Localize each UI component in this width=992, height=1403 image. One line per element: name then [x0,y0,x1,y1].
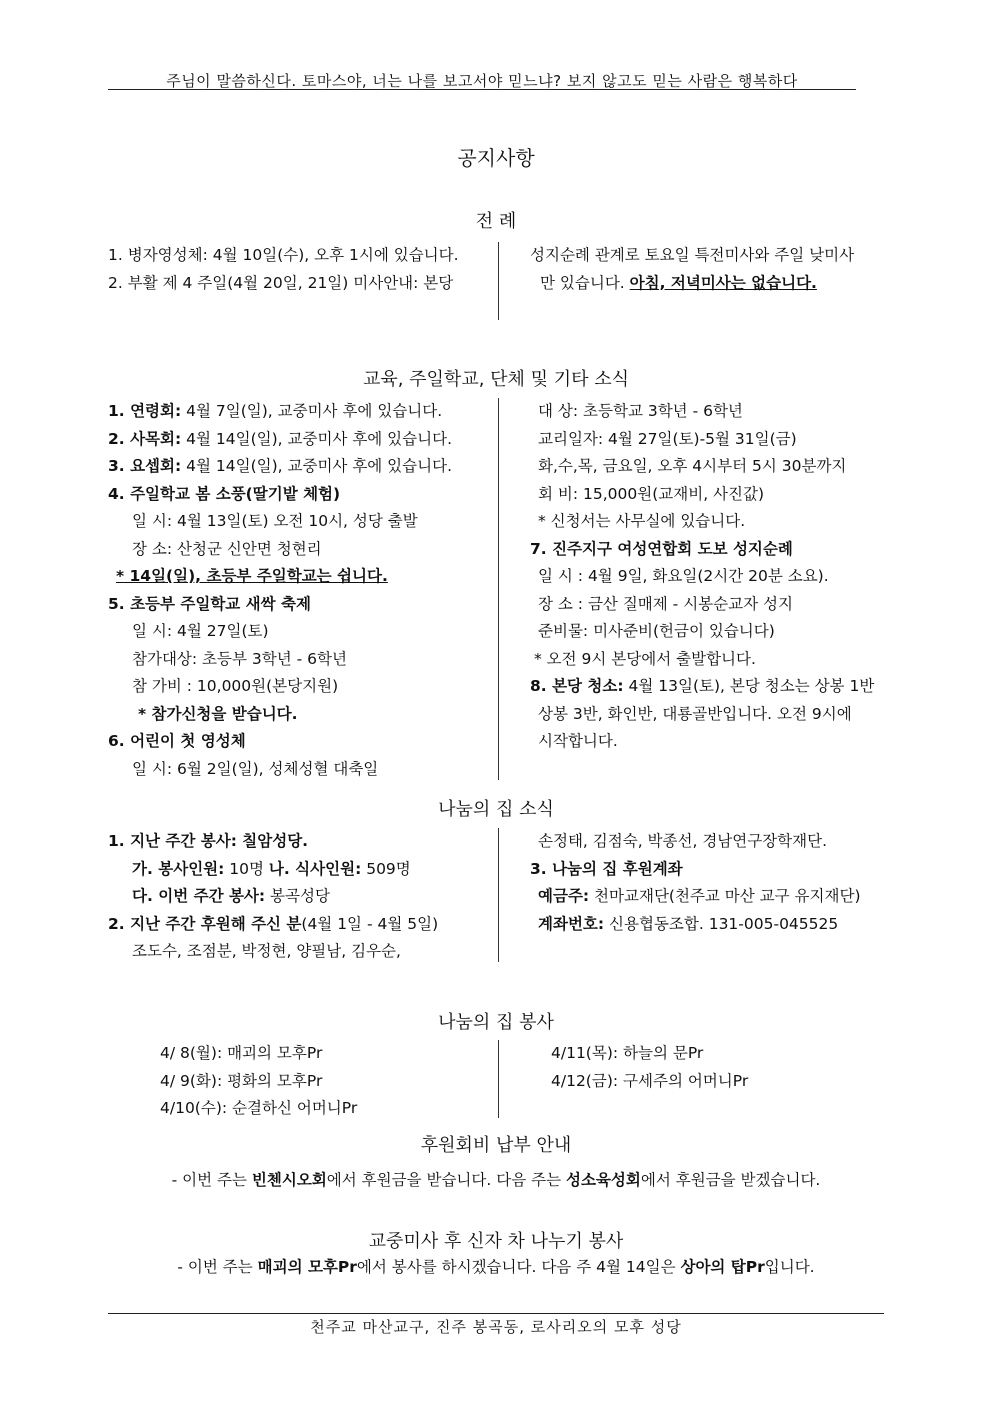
liturgy-left [108,242,498,297]
edu-item-6: 6. 어린이 첫 영성체 [108,732,246,750]
donation-part: 에서 후원금을 받겠습니다. [640,1171,821,1189]
edu-r-fee: 회 비: 15,000원(교재비, 사진값) [538,484,765,503]
edu-item-2-label: 2. 사목회: [108,429,182,448]
sharing-heading: 나눔의 집 소식 [438,799,554,820]
account-holder-label: 예금주: [538,887,590,905]
edu-item-8-text: 4월 13일(토), 본당 청소는 상봉 1반 [623,677,875,695]
service-item: 4/12(금): 구세주의 어머니Pr [551,1071,749,1090]
edu-item-5: 5. 초등부 주일학교 새싹 축제 [108,594,311,613]
sharing-right [530,828,900,938]
tea-part: 에서 봉사를 하시겠습니다. 다음 주 4월 14일은 [356,1258,681,1276]
service-heading: 나눔의 집 봉사 [438,1012,554,1033]
tea-group-next-week: 상아의 탑Pr [680,1258,765,1276]
tea-part: - 이번 주는 [177,1258,258,1276]
edu-item-5-fee: 참 가비 : 10,000원(본당지원) [132,677,339,695]
edu-item-4-note: * 14일(일), 초등부 주일학교는 쉽니다. [116,567,388,585]
donation-group-this-week: 빈첸시오회 [251,1171,327,1189]
account-number-label: 계좌번호: [538,914,605,933]
tea-heading: 교중미사 후 신자 차 나누기 봉사 [368,1231,624,1252]
edu-item-3-label: 3. 요셉회: [108,457,182,475]
edu-item-8 [530,673,900,701]
edu-item-7: 7. 진주지구 여성연합회 도보 성지순례 [530,539,793,558]
sharing-donors-label: 2. 지난 주간 후원해 주신 분 [108,914,302,933]
sharing-item-2 [108,911,498,939]
sharing-volunteers: 10명 [224,859,269,878]
edu-r-note: * 신청서는 사무실에 있습니다. [538,512,746,530]
donation-part: - 이번 주는 [171,1171,252,1189]
edu-item-7-note: * 오전 9시 본당에서 출발합니다. [534,649,756,668]
donation-part: 에서 후원금을 받습니다. 다음 주는 [326,1171,566,1189]
liturgy-item-2-cont: 성지순례 관계로 토요일 특전미사와 주일 낮미사 [530,246,855,264]
liturgy-note: 만 있습니다. [540,273,630,292]
edu-r-dates: 교리일자: 4월 27일(토)-5월 31일(금) [538,429,797,448]
sharing-divider [498,828,499,962]
edu-item-5-note: * 참가신청을 받습니다. [138,704,298,723]
edu-r-target: 대 상: 초등학교 3학년 - 6학년 [538,402,743,420]
edu-item-2-text: 4월 14일(일), 교중미사 후에 있습니다. [181,429,453,448]
page-title: 공지사항 [457,146,535,170]
sharing-donors-period: (4월 1일 - 4월 5일) [301,914,439,933]
sharing-volunteers-label: 가. 봉사인원: [132,859,225,878]
edu-item-3-text: 4월 14일(일), 교중미사 후에 있습니다. [181,457,453,475]
sharing-item-1-this-week [108,883,498,911]
sharing-donors: 조도수, 조점분, 박정현, 양필남, 김우순, [132,942,401,960]
sharing-item-1: 1. 지난 주간 봉사: 칠암성당. [108,832,309,850]
edu-item-5-target: 참가대상: 초등부 3학년 - 6학년 [132,649,347,668]
header-rule [108,89,856,90]
sharing-account-number [530,911,900,939]
liturgy-right [530,242,900,297]
account-number: 신용협동조합. 131-005-045525 [604,914,839,933]
sharing-item-1-counts [108,856,498,884]
donation-group-next-week: 성소육성회 [565,1171,641,1189]
service-item: 4/10(수): 순결하신 어머니Pr [160,1099,358,1117]
edu-item-6-date: 일 시: 6월 2일(일), 성체성혈 대축일 [132,759,379,778]
edu-item-3 [108,453,498,481]
service-right [551,1040,881,1095]
liturgy-heading: 전 례 [475,211,517,232]
tea-part: 입니다. [764,1258,815,1276]
tea-group-this-week: 매괴의 모후Pr [257,1258,357,1276]
edu-item-5-date: 일 시: 4월 27일(토) [132,622,269,640]
edu-item-8-cont: 상봉 3반, 화인반, 대룡골반입니다. 오전 9시에 [538,704,852,723]
service-divider [498,1040,499,1118]
edu-item-8-cont2: 시작합니다. [538,732,618,750]
education-heading: 교육, 주일학교, 단체 및 기타 소식 [362,369,630,390]
edu-item-7-prep: 준비물: 미사준비(헌금이 있습니다) [538,622,775,640]
footer-rule [108,1313,884,1314]
sharing-this-week: 봉곡성당 [265,887,330,905]
account-holder: 천마교재단(천주교 마산 교구 유지재단) [589,887,861,905]
edu-item-7-date: 일 시 : 4월 9일, 화요일(2시간 20분 소요). [538,567,829,585]
sharing-this-week-label: 다. 이번 주간 봉사: [132,887,266,905]
donation-heading: 후원회비 납부 안내 [420,1135,572,1156]
donation-text [0,1168,992,1190]
edu-item-4: 4. 주일학교 봄 소풍(딸기밭 체험) [108,484,341,503]
education-right [530,398,900,756]
sharing-account-holder [530,883,900,911]
liturgy-notice: 아침, 저녁미사는 없습니다. [629,273,817,292]
edu-item-1 [108,398,498,426]
edu-item-8-label: 8. 본당 청소: [530,677,624,695]
service-item: 4/11(목): 하늘의 문Pr [551,1044,704,1062]
sharing-item-3: 3. 나눔의 집 후원계좌 [530,859,683,878]
edu-item-1-label: 1. 연령회: [108,402,182,420]
sharing-meals-label: 나. 식사인원: [268,859,362,878]
edu-item-2 [108,426,498,454]
edu-item-1-text: 4월 7일(일), 교중미사 후에 있습니다. [181,402,443,420]
header-motto: 주님이 말씀하신다. 토마스야, 너는 나를 보고서야 믿느냐? 보지 않고도 믿는 사람은 행복하다 [166,72,798,90]
liturgy-item-2-cont2 [530,270,900,298]
tea-text [0,1255,992,1277]
education-divider [498,398,499,780]
edu-item-4-place: 장 소: 산청군 신안면 청현리 [132,539,322,558]
service-item: 4/ 9(화): 평화의 모후Pr [160,1071,323,1090]
liturgy-item-1: 1. 병자영성체: 4월 10일(수), 오후 1시에 있습니다. [108,246,459,264]
education-left [108,398,498,783]
sharing-meals: 509명 [361,859,411,878]
footer-parish: 천주교 마산교구, 진주 봉곡동, 로사리오의 모후 성당 [310,1318,682,1336]
liturgy-item-2: 2. 부활 제 4 주일(4월 20일, 21일) 미사안내: 본당 [108,273,454,292]
liturgy-divider [498,242,499,320]
service-left [160,1040,490,1123]
edu-item-4-date: 일 시: 4월 13일(토) 오전 10시, 성당 출발 [132,512,418,530]
sharing-donors-cont: 손정태, 김점숙, 박종선, 경남연구장학재단. [538,832,828,850]
service-item: 4/ 8(월): 매괴의 모후Pr [160,1044,323,1062]
edu-item-7-place: 장 소 : 금산 질매제 - 시봉순교자 성지 [538,594,793,613]
sharing-left [108,828,498,966]
edu-r-days: 화,수,목, 금요일, 오후 4시부터 5시 30분까지 [538,457,847,475]
